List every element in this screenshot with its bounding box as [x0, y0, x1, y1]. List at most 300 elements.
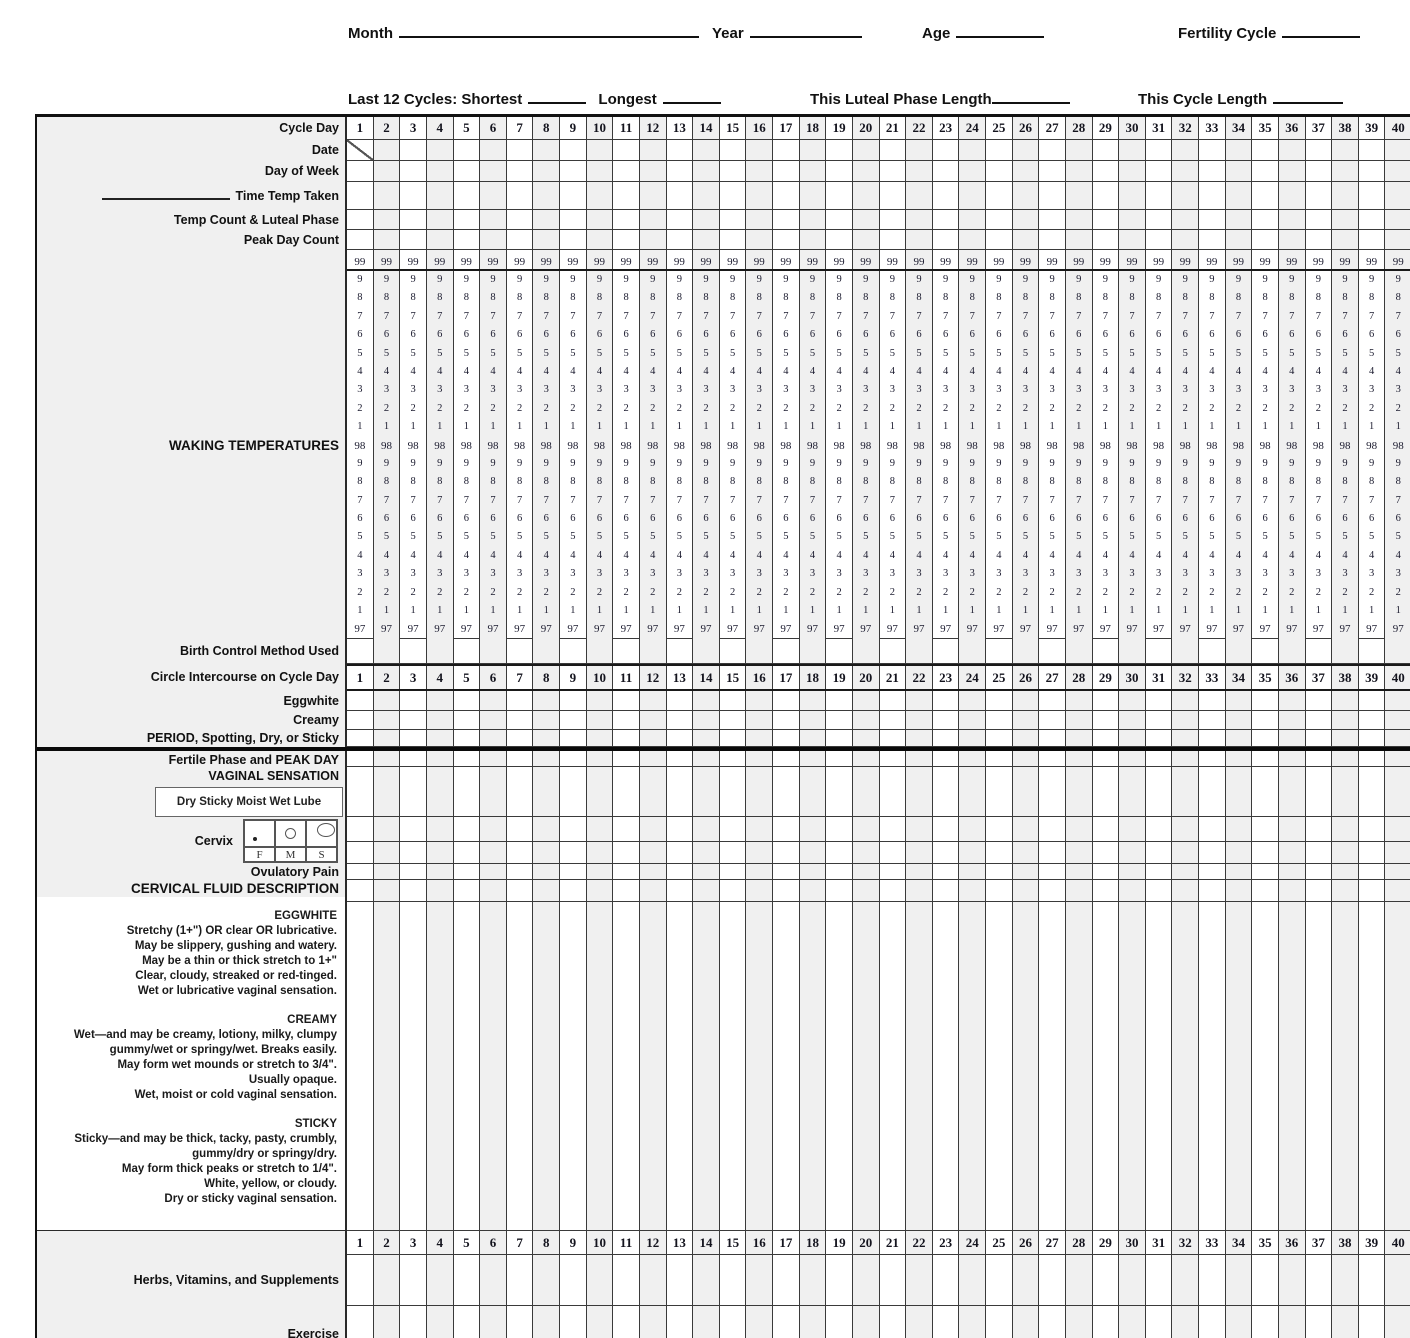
fluid-description-column[interactable]	[1172, 902, 1199, 1230]
ovulatory-pain-cell[interactable]	[773, 864, 800, 879]
day-of-week-cell[interactable]	[1306, 161, 1333, 181]
date-cell[interactable]	[720, 140, 747, 160]
creamy-cell[interactable]	[720, 711, 747, 729]
birth-control-cell[interactable]	[746, 639, 773, 663]
temperature-scale-value[interactable]: 5	[490, 347, 496, 359]
cervix-cell[interactable]	[693, 817, 720, 841]
temperature-scale-value[interactable]: 7	[463, 494, 469, 506]
temperature-scale-value[interactable]: 1	[916, 421, 922, 433]
cervix-cell[interactable]	[1013, 817, 1040, 841]
temperature-scale-value[interactable]: 5	[942, 531, 949, 543]
temperature-scale-value[interactable]: 5	[889, 531, 895, 543]
temperature-scale-value[interactable]: 5	[756, 347, 762, 359]
temperature-scale-value[interactable]: 8	[969, 292, 975, 304]
temperature-scale-value[interactable]: 9	[543, 274, 549, 285]
day-of-week-cell[interactable]	[587, 161, 614, 181]
temperature-scale-value[interactable]: 97	[940, 623, 952, 636]
temperature-scale-value[interactable]: 97	[966, 623, 978, 636]
temperature-column[interactable]	[959, 271, 986, 639]
temperature-column[interactable]	[933, 271, 960, 639]
temperature-scale-value[interactable]: 1	[1022, 605, 1029, 617]
cervical-fluid-cell[interactable]	[933, 880, 960, 901]
temperature-scale-value[interactable]: 8	[357, 476, 363, 488]
temperature-scale-value[interactable]: 2	[863, 586, 869, 598]
birth-control-cell[interactable]	[400, 639, 427, 663]
eggwhite-cell[interactable]	[1172, 691, 1199, 710]
eggwhite-cell[interactable]	[533, 691, 560, 710]
temperature-column[interactable]	[1119, 271, 1146, 639]
temperature-scale-value[interactable]: 3	[650, 384, 656, 396]
herbs-cell[interactable]	[480, 1255, 507, 1305]
exercise-cell[interactable]	[613, 1306, 640, 1338]
cervical-fluid-cell[interactable]	[587, 880, 614, 901]
temperature-scale-value[interactable]: 6	[969, 513, 975, 525]
temperature-scale-value[interactable]: 8	[543, 292, 549, 304]
temperature-scale-value[interactable]: 9	[756, 457, 762, 469]
temp-99-cell[interactable]: 99	[374, 250, 401, 269]
temperature-scale-value[interactable]: 5	[543, 531, 549, 543]
temperature-scale-value[interactable]: 98	[567, 439, 579, 452]
fertile-phase-cell[interactable]	[454, 751, 481, 766]
eggwhite-cell[interactable]	[1039, 691, 1066, 710]
temperature-column[interactable]	[1013, 271, 1040, 639]
day-of-week-cell[interactable]	[1039, 161, 1066, 181]
fluid-description-column[interactable]	[374, 902, 401, 1230]
longest-blank[interactable]	[663, 88, 721, 104]
temperature-scale-value[interactable]: 6	[1289, 513, 1295, 525]
temperature-scale-value[interactable]: 2	[809, 402, 816, 414]
temperature-scale-value[interactable]: 6	[1342, 513, 1348, 525]
temperature-scale-value[interactable]: 7	[1289, 310, 1295, 322]
birth-control-cell[interactable]	[1252, 639, 1279, 663]
cervix-cell[interactable]	[1332, 842, 1359, 863]
temperature-scale-value[interactable]: 6	[1368, 329, 1375, 341]
temperature-scale-value[interactable]: 1	[383, 605, 390, 617]
temperature-scale-value[interactable]: 9	[703, 457, 709, 469]
fluid-description-column[interactable]	[773, 902, 800, 1230]
temperature-scale-value[interactable]: 2	[1342, 402, 1348, 414]
temperature-scale-value[interactable]: 3	[490, 384, 496, 396]
birth-control-cell[interactable]	[1039, 639, 1066, 663]
temperature-column[interactable]	[613, 271, 640, 639]
period-cell[interactable]	[560, 730, 587, 746]
temperature-scale-value[interactable]: 9	[1315, 274, 1321, 285]
temperature-scale-value[interactable]: 1	[783, 421, 789, 433]
temperature-scale-value[interactable]: 8	[836, 476, 842, 488]
temperature-scale-value[interactable]: 2	[703, 586, 709, 598]
temperature-scale-value[interactable]: 5	[543, 347, 549, 359]
intercourse-day-number[interactable]: 8	[533, 666, 560, 689]
temperature-scale-value[interactable]: 7	[410, 310, 416, 322]
month-blank[interactable]	[399, 22, 699, 38]
vaginal-sensation-cell[interactable]	[959, 767, 986, 816]
temperature-column[interactable]	[1066, 271, 1093, 639]
temperature-scale-value[interactable]: 3	[942, 568, 949, 580]
creamy-cell[interactable]	[986, 711, 1013, 729]
temperature-scale-value[interactable]: 7	[1342, 494, 1348, 506]
temperature-scale-value[interactable]: 1	[836, 421, 842, 433]
peak-day-cell[interactable]	[880, 230, 907, 249]
temperature-column[interactable]	[1172, 271, 1199, 639]
cervix-cell[interactable]	[507, 842, 534, 863]
period-cell[interactable]	[880, 730, 907, 746]
temperature-scale-value[interactable]: 2	[783, 402, 789, 414]
cervix-cell[interactable]	[800, 817, 827, 841]
ovulatory-pain-cell[interactable]	[1252, 864, 1279, 879]
temperature-scale-value[interactable]: 97	[1046, 623, 1058, 636]
temperature-scale-value[interactable]: 9	[1076, 457, 1082, 469]
temperature-scale-value[interactable]: 7	[809, 494, 816, 506]
temperature-scale-value[interactable]: 6	[596, 329, 603, 341]
temperature-scale-value[interactable]: 3	[703, 568, 709, 580]
fertile-phase-cell[interactable]	[746, 751, 773, 766]
temperature-scale-value[interactable]: 98	[1339, 439, 1351, 452]
temperature-scale-value[interactable]: 7	[889, 494, 895, 506]
temperature-scale-value[interactable]: 5	[463, 531, 469, 543]
temperature-column[interactable]	[800, 271, 827, 639]
cervix-cell[interactable]	[1039, 842, 1066, 863]
temperature-scale-value[interactable]: 8	[570, 292, 576, 304]
temperature-scale-value[interactable]: 7	[1209, 494, 1215, 506]
temperature-scale-value[interactable]: 98	[1312, 439, 1324, 452]
ovulatory-pain-cell[interactable]	[560, 864, 587, 879]
peak-day-cell[interactable]	[1359, 230, 1386, 249]
temperature-scale-value[interactable]: 2	[570, 586, 576, 598]
cervical-fluid-cell[interactable]	[1306, 880, 1333, 901]
temperature-scale-value[interactable]: 7	[1342, 310, 1348, 322]
temperature-scale-value[interactable]: 5	[996, 347, 1002, 359]
cervix-cell[interactable]	[1252, 842, 1279, 863]
temperature-column[interactable]	[773, 271, 800, 639]
period-cell[interactable]	[533, 730, 560, 746]
temperature-scale-value[interactable]: 5	[969, 347, 975, 359]
date-cell[interactable]	[1066, 140, 1093, 160]
temperature-scale-value[interactable]: 9	[836, 457, 842, 469]
temperature-scale-value[interactable]: 3	[1182, 568, 1188, 580]
temperature-scale-value[interactable]: 4	[1182, 365, 1188, 377]
temperature-scale-value[interactable]: 9	[1235, 274, 1242, 285]
peak-day-cell[interactable]	[959, 230, 986, 249]
temperature-scale-value[interactable]: 1	[463, 605, 469, 617]
fluid-description-column[interactable]	[693, 902, 720, 1230]
temperature-scale-value[interactable]: 4	[1262, 549, 1268, 561]
temperature-scale-value[interactable]: 1	[996, 421, 1002, 433]
time-temp-cell[interactable]	[507, 182, 534, 209]
cervix-cell[interactable]	[560, 817, 587, 841]
temperature-scale-value[interactable]: 7	[863, 494, 869, 506]
temperature-scale-value[interactable]: 97	[1339, 623, 1351, 636]
temperature-scale-value[interactable]: 1	[650, 421, 656, 433]
temperature-scale-value[interactable]: 2	[969, 586, 975, 598]
fluid-description-column[interactable]	[427, 902, 454, 1230]
time-temp-cell[interactable]	[533, 182, 560, 209]
temperature-scale-value[interactable]: 6	[1076, 513, 1082, 525]
date-cell[interactable]	[480, 140, 507, 160]
cervical-fluid-cell[interactable]	[427, 880, 454, 901]
day-of-week-cell[interactable]	[826, 161, 853, 181]
temperature-scale-value[interactable]: 9	[836, 274, 842, 285]
fluid-description-column[interactable]	[933, 902, 960, 1230]
day-of-week-cell[interactable]	[400, 161, 427, 181]
fertile-phase-cell[interactable]	[986, 751, 1013, 766]
temperature-scale-value[interactable]: 8	[623, 292, 629, 304]
temp-count-cell[interactable]	[853, 210, 880, 229]
temperature-scale-value[interactable]: 98	[540, 439, 552, 452]
cervix-cell[interactable]	[773, 817, 800, 841]
eggwhite-cell[interactable]	[853, 691, 880, 710]
day-of-week-cell[interactable]	[773, 161, 800, 181]
fluid-description-column[interactable]	[853, 902, 880, 1230]
fertile-phase-cell[interactable]	[427, 751, 454, 766]
time-temp-cell[interactable]	[746, 182, 773, 209]
temperature-scale-value[interactable]: 4	[357, 549, 363, 561]
temperature-scale-value[interactable]: 1	[729, 605, 736, 617]
temperature-scale-value[interactable]: 98	[1366, 439, 1378, 452]
temperature-scale-value[interactable]: 4	[996, 549, 1002, 561]
temperature-scale-value[interactable]: 5	[357, 347, 363, 359]
temperature-scale-value[interactable]: 1	[916, 605, 922, 617]
cervical-fluid-cell[interactable]	[613, 880, 640, 901]
temperature-scale-value[interactable]: 2	[756, 402, 762, 414]
temperature-scale-value[interactable]: 5	[1209, 531, 1215, 543]
cervix-cell[interactable]	[613, 817, 640, 841]
temperature-scale-value[interactable]: 3	[1102, 384, 1108, 396]
temperature-scale-value[interactable]: 1	[623, 605, 629, 617]
exercise-cell[interactable]	[1199, 1306, 1226, 1338]
peak-day-cell[interactable]	[773, 230, 800, 249]
cervical-fluid-cell[interactable]	[454, 880, 481, 901]
temperature-column[interactable]	[693, 271, 720, 639]
temperature-scale-value[interactable]: 9	[1182, 274, 1188, 285]
temperature-scale-value[interactable]: 7	[1076, 494, 1082, 506]
fluid-description-column[interactable]	[1199, 902, 1226, 1230]
intercourse-day-number[interactable]: 29	[1093, 666, 1120, 689]
temperature-scale-value[interactable]: 8	[516, 476, 523, 488]
temperature-scale-value[interactable]: 4	[809, 549, 816, 561]
temperature-scale-value[interactable]: 97	[1392, 623, 1404, 636]
date-cell[interactable]	[773, 140, 800, 160]
temp-count-cell[interactable]	[1066, 210, 1093, 229]
sensation-options-box[interactable]: Dry Sticky Moist Wet Lube	[155, 787, 343, 817]
temperature-scale-value[interactable]: 1	[1368, 421, 1375, 433]
peak-day-cell[interactable]	[853, 230, 880, 249]
herbs-cell[interactable]	[720, 1255, 747, 1305]
temperature-scale-value[interactable]: 6	[1315, 329, 1321, 341]
fluid-description-column[interactable]	[454, 902, 481, 1230]
temperature-scale-value[interactable]: 3	[463, 568, 469, 580]
intercourse-day-number[interactable]: 27	[1039, 666, 1066, 689]
ovulatory-pain-cell[interactable]	[640, 864, 667, 879]
temperature-scale-value[interactable]: 8	[1262, 476, 1268, 488]
cervix-cell[interactable]	[613, 842, 640, 863]
temperature-scale-value[interactable]: 7	[942, 494, 949, 506]
exercise-cell[interactable]	[1252, 1306, 1279, 1338]
birth-control-cell[interactable]	[1199, 639, 1226, 663]
temperature-scale-value[interactable]: 8	[1129, 476, 1135, 488]
temperature-scale-value[interactable]: 5	[783, 347, 789, 359]
temperature-scale-value[interactable]: 4	[1209, 365, 1215, 377]
temperature-scale-value[interactable]: 8	[357, 292, 363, 304]
temperature-scale-value[interactable]: 5	[1102, 531, 1108, 543]
temperature-scale-value[interactable]: 9	[463, 274, 469, 285]
intercourse-day-number[interactable]: 36	[1279, 666, 1306, 689]
temperature-scale-value[interactable]: 9	[996, 457, 1002, 469]
temperature-scale-value[interactable]: 3	[650, 568, 656, 580]
temperature-scale-value[interactable]: 6	[516, 513, 523, 525]
temperature-scale-value[interactable]: 4	[969, 549, 975, 561]
date-cell[interactable]	[587, 140, 614, 160]
cervix-cell[interactable]	[906, 817, 933, 841]
cervical-fluid-cell[interactable]	[1359, 880, 1386, 901]
temperature-column[interactable]	[853, 271, 880, 639]
temperature-column[interactable]	[1226, 271, 1253, 639]
cervix-cell[interactable]	[640, 842, 667, 863]
eggwhite-cell[interactable]	[1199, 691, 1226, 710]
birth-control-cell[interactable]	[853, 639, 880, 663]
temperature-scale-value[interactable]: 9	[1368, 274, 1375, 285]
temperature-scale-value[interactable]: 3	[809, 568, 816, 580]
temperature-scale-value[interactable]: 1	[729, 421, 736, 433]
temp-count-cell[interactable]	[587, 210, 614, 229]
temp-99-cell[interactable]: 99	[454, 250, 481, 269]
temperature-scale-value[interactable]: 7	[596, 310, 603, 322]
time-temp-cell[interactable]	[374, 182, 401, 209]
day-of-week-cell[interactable]	[693, 161, 720, 181]
eggwhite-cell[interactable]	[1226, 691, 1253, 710]
temperature-scale-value[interactable]: 9	[1342, 274, 1348, 285]
temperature-scale-value[interactable]: 6	[1155, 513, 1162, 525]
temperature-scale-value[interactable]: 7	[996, 310, 1002, 322]
temperature-scale-value[interactable]: 4	[1289, 365, 1295, 377]
peak-day-cell[interactable]	[1172, 230, 1199, 249]
exercise-cell[interactable]	[1306, 1306, 1333, 1338]
temp-count-cell[interactable]	[880, 210, 907, 229]
temp-99-cell[interactable]: 99	[640, 250, 667, 269]
date-cell[interactable]	[640, 140, 667, 160]
temperature-scale-value[interactable]: 6	[596, 513, 603, 525]
temperature-scale-value[interactable]: 8	[1049, 292, 1055, 304]
period-cell[interactable]	[640, 730, 667, 746]
exercise-cell[interactable]	[773, 1306, 800, 1338]
temperature-scale-value[interactable]: 97	[1099, 623, 1111, 636]
day-of-week-cell[interactable]	[1093, 161, 1120, 181]
temperature-scale-value[interactable]: 3	[357, 384, 363, 396]
temperature-scale-value[interactable]: 6	[942, 513, 949, 525]
herbs-cell[interactable]	[587, 1255, 614, 1305]
time-temp-cell[interactable]	[800, 182, 827, 209]
temperature-scale-value[interactable]: 9	[996, 274, 1002, 285]
temperature-scale-value[interactable]: 3	[729, 384, 736, 396]
temperature-scale-value[interactable]: 7	[1076, 310, 1082, 322]
temp-count-cell[interactable]	[1279, 210, 1306, 229]
temperature-scale-value[interactable]: 1	[570, 421, 576, 433]
temperature-scale-value[interactable]: 9	[623, 274, 629, 285]
temperature-scale-value[interactable]: 1	[1022, 421, 1029, 433]
temperature-scale-value[interactable]: 9	[889, 457, 895, 469]
fertile-phase-cell[interactable]	[1093, 751, 1120, 766]
temperature-scale-value[interactable]: 6	[463, 513, 469, 525]
ovulatory-pain-cell[interactable]	[1093, 864, 1120, 879]
temperature-scale-value[interactable]: 7	[1155, 494, 1162, 506]
temperature-scale-value[interactable]: 4	[410, 549, 416, 561]
exercise-cell[interactable]	[933, 1306, 960, 1338]
temperature-scale-value[interactable]: 4	[916, 365, 922, 377]
temperature-scale-value[interactable]: 97	[1019, 623, 1031, 636]
temp-count-cell[interactable]	[667, 210, 694, 229]
temperature-scale-value[interactable]: 2	[1395, 402, 1401, 414]
ovulatory-pain-cell[interactable]	[667, 864, 694, 879]
temperature-scale-value[interactable]: 4	[1395, 549, 1401, 561]
time-temp-cell[interactable]	[1359, 182, 1386, 209]
temperature-scale-value[interactable]: 2	[729, 586, 736, 598]
temperature-scale-value[interactable]: 9	[676, 457, 682, 469]
temperature-scale-value[interactable]: 2	[516, 402, 523, 414]
temperature-scale-value[interactable]: 1	[1209, 605, 1215, 617]
time-temp-cell[interactable]	[667, 182, 694, 209]
intercourse-day-number[interactable]: 7	[507, 666, 534, 689]
peak-day-cell[interactable]	[1306, 230, 1333, 249]
temperature-column[interactable]	[640, 271, 667, 639]
cervical-fluid-cell[interactable]	[986, 880, 1013, 901]
date-cell[interactable]	[746, 140, 773, 160]
temp-99-cell[interactable]: 99	[1252, 250, 1279, 269]
temp-count-cell[interactable]	[1306, 210, 1333, 229]
period-cell[interactable]	[1385, 730, 1410, 746]
vaginal-sensation-cell[interactable]	[1146, 767, 1173, 816]
temperature-scale-value[interactable]: 7	[703, 310, 709, 322]
temperature-scale-value[interactable]: 7	[1102, 494, 1108, 506]
temperature-scale-value[interactable]: 5	[1022, 347, 1029, 359]
cervix-cell[interactable]	[454, 842, 481, 863]
temperature-scale-value[interactable]: 8	[1315, 292, 1321, 304]
period-cell[interactable]	[1332, 730, 1359, 746]
temperature-scale-value[interactable]: 5	[1182, 531, 1188, 543]
date-cell[interactable]	[427, 140, 454, 160]
temp-99-cell[interactable]: 99	[1385, 250, 1410, 269]
temp-99-cell[interactable]: 99	[1359, 250, 1386, 269]
creamy-cell[interactable]	[427, 711, 454, 729]
temperature-scale-value[interactable]: 6	[1102, 329, 1108, 341]
temperature-scale-value[interactable]: 8	[490, 476, 496, 488]
temperature-scale-value[interactable]: 1	[570, 605, 576, 617]
temperature-scale-value[interactable]: 8	[383, 476, 390, 488]
temperature-scale-value[interactable]: 97	[407, 623, 419, 636]
cervix-cell[interactable]	[1385, 817, 1410, 841]
temperature-scale-value[interactable]: 8	[490, 292, 496, 304]
vaginal-sensation-cell[interactable]	[1332, 767, 1359, 816]
birth-control-cell[interactable]	[1066, 639, 1093, 663]
temperature-scale-value[interactable]: 9	[570, 274, 576, 285]
ovulatory-pain-cell[interactable]	[1306, 864, 1333, 879]
time-temp-cell[interactable]	[400, 182, 427, 209]
temperature-scale-value[interactable]: 6	[1289, 329, 1295, 341]
ovulatory-pain-cell[interactable]	[826, 864, 853, 879]
cervix-cell[interactable]	[480, 842, 507, 863]
eggwhite-cell[interactable]	[613, 691, 640, 710]
temperature-scale-value[interactable]: 2	[996, 586, 1002, 598]
time-temp-cell[interactable]	[693, 182, 720, 209]
birth-control-cell[interactable]	[1119, 639, 1146, 663]
temperature-scale-value[interactable]: 6	[863, 513, 869, 525]
temperature-scale-value[interactable]: 98	[647, 439, 659, 452]
temperature-scale-value[interactable]: 8	[809, 476, 816, 488]
temperature-scale-value[interactable]: 7	[490, 494, 496, 506]
temperature-scale-value[interactable]: 2	[1315, 402, 1321, 414]
temperature-scale-value[interactable]: 2	[836, 402, 842, 414]
temperature-scale-value[interactable]: 9	[756, 274, 762, 285]
temperature-scale-value[interactable]: 3	[756, 384, 762, 396]
creamy-cell[interactable]	[880, 711, 907, 729]
